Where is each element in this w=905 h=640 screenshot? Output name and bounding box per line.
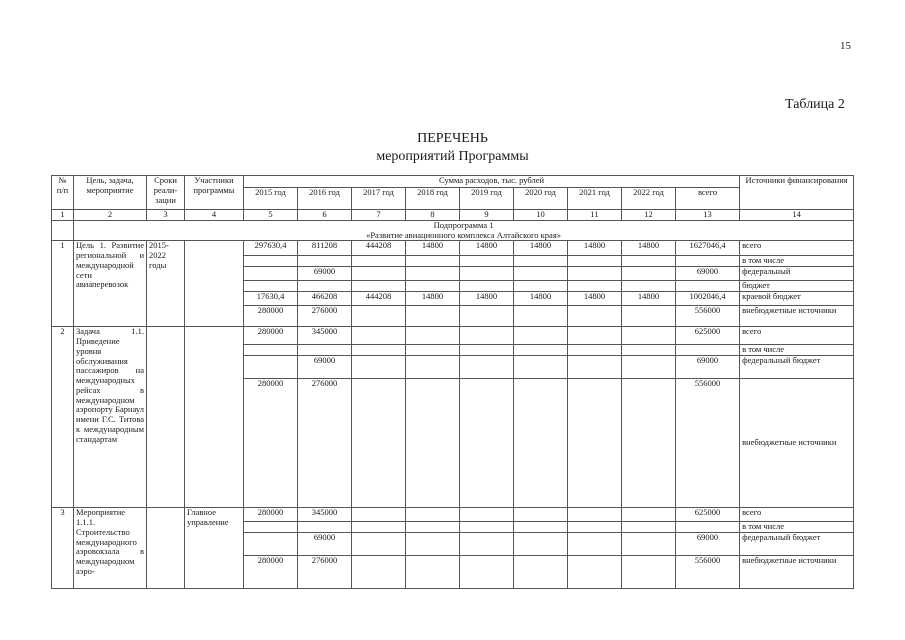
year-value [352,379,406,508]
year-value: 14800 [514,241,568,256]
year-value: 14800 [406,241,460,256]
year-value: 811208 [298,241,352,256]
year-value: 14800 [568,292,622,306]
year-value [622,356,676,379]
column-number: 8 [406,210,460,221]
year-value [514,508,568,522]
year-value [568,356,622,379]
year-value [244,256,298,267]
subprogram-title [74,220,854,241]
header-year: 2018 год [406,188,460,210]
funding-source: всего [740,241,854,256]
year-value [460,508,514,522]
year-value [568,306,622,327]
year-value [514,356,568,379]
year-value: 14800 [514,292,568,306]
year-value [568,508,622,522]
year-value [514,281,568,292]
year-value [352,327,406,345]
column-number: 12 [622,210,676,221]
header-year: 2022 год [622,188,676,210]
year-value [406,267,460,281]
year-value [514,345,568,356]
subprogram-line1: Подпрограмма 1 [433,220,494,230]
year-value [352,281,406,292]
goal-text: Задача 1.1. Приведение уровня обслуживания пассажиров на международных рейсах в международном аэропорту Барнаул имени Г.С. Титова к международным стандартам [74,327,147,508]
year-value [568,522,622,533]
column-number: 3 [147,210,185,221]
total-value: 625000 [676,508,740,522]
year-value [406,306,460,327]
row-number: 2 [52,327,74,508]
funding-source: всего [740,327,854,345]
header-terms: Сроки реали-зации [147,176,185,210]
year-value [298,281,352,292]
goal-text: Цель 1. Развитие региональной и международной сети авиаперевозок [74,241,147,327]
document-subtitle: мероприятий Программы [376,149,529,164]
funding-source: всего [740,508,854,522]
year-value [622,281,676,292]
financing-row [52,327,854,345]
year-value: 280000 [244,379,298,508]
year-value [298,345,352,356]
year-value [568,327,622,345]
year-value [244,281,298,292]
year-value: 14800 [622,292,676,306]
year-value [622,306,676,327]
total-value: 625000 [676,327,740,345]
year-value [244,522,298,533]
total-value: 556000 [676,306,740,327]
year-value [406,522,460,533]
year-value [568,267,622,281]
total-value: 69000 [676,533,740,556]
year-value: 297630,4 [244,241,298,256]
year-value: 466208 [298,292,352,306]
year-value [244,533,298,556]
year-value: 17630,4 [244,292,298,306]
year-value [460,522,514,533]
total-value [676,522,740,533]
year-value: 14800 [406,292,460,306]
year-value [352,267,406,281]
header-row [52,176,854,188]
year-value [352,256,406,267]
total-value: 556000 [676,556,740,589]
year-value [406,508,460,522]
row-number: 3 [52,508,74,589]
year-value [352,556,406,589]
year-value: 276000 [298,379,352,508]
year-value [460,533,514,556]
financing-row [52,241,854,256]
year-value [622,256,676,267]
header-sum: Сумма расходов, тыс. рублей [244,176,740,188]
funding-source: федеральный бюджет [740,533,854,556]
year-value [568,256,622,267]
column-number: 10 [514,210,568,221]
column-number: 4 [185,210,244,221]
year-value [460,556,514,589]
terms-text [147,508,185,589]
year-value [352,356,406,379]
year-value [568,533,622,556]
header-year: 2021 год [568,188,622,210]
column-number: 14 [740,210,854,221]
year-value: 69000 [298,533,352,556]
year-value [298,256,352,267]
year-value: 69000 [298,267,352,281]
page-number: 15 [840,40,851,52]
year-value: 444208 [352,241,406,256]
year-value: 14800 [460,241,514,256]
year-value [244,356,298,379]
column-number: 1 [52,210,74,221]
year-value [622,522,676,533]
goal-text: Мероприятие 1.1.1. Строительство международного аэровокзала в международном аэро- [74,508,147,589]
year-value: 345000 [298,327,352,345]
year-value [406,379,460,508]
activity-blocks [52,241,854,589]
year-value [568,556,622,589]
funding-source: в том числе [740,345,854,356]
year-value [460,306,514,327]
funding-source: в том числе [740,522,854,533]
total-value: 556000 [676,379,740,508]
funding-source: в том числе [740,256,854,267]
header-goal: Цель, задача, мероприятие [74,176,147,210]
year-value [514,327,568,345]
column-number: 6 [298,210,352,221]
column-number: 13 [676,210,740,221]
terms-text [147,327,185,508]
year-value [406,345,460,356]
year-value [352,306,406,327]
year-value [352,345,406,356]
year-value [352,508,406,522]
year-value [622,327,676,345]
year-value [244,267,298,281]
program-activities-table [51,175,854,589]
column-number: 9 [460,210,514,221]
year-value [298,522,352,533]
year-value: 276000 [298,306,352,327]
funding-source: бюджет [740,281,854,292]
subprogram-line2: «Развитие авиационного комплекса Алтайского края» [366,229,561,240]
year-value [514,522,568,533]
table-label: Таблица 2 [785,97,845,112]
year-value [568,345,622,356]
year-value [352,522,406,533]
year-value [406,281,460,292]
year-value [460,327,514,345]
year-value [514,306,568,327]
year-value [406,556,460,589]
total-value [676,281,740,292]
year-value [460,379,514,508]
year-value: 444208 [352,292,406,306]
column-number: 11 [568,210,622,221]
year-value [622,379,676,508]
header-year: 2019 год [460,188,514,210]
header-total: всего [676,188,740,210]
year-value [514,267,568,281]
year-value [622,267,676,281]
participants-text: Главное управление [185,508,244,589]
funding-source: краевой бюджет [740,292,854,306]
year-value [460,345,514,356]
funding-source: федеральный [740,267,854,281]
year-value [460,281,514,292]
year-value [622,508,676,522]
year-value [622,556,676,589]
year-value [460,267,514,281]
year-value [352,533,406,556]
document-title: ПЕРЕЧЕНЬ [417,131,488,146]
column-number: 7 [352,210,406,221]
year-value [514,556,568,589]
year-value [514,379,568,508]
header-num: № п/п [52,176,74,210]
year-value [568,379,622,508]
year-value: 280000 [244,306,298,327]
year-value [406,533,460,556]
header-year: 2015 год [244,188,298,210]
header-year: 2020 год [514,188,568,210]
column-number: 5 [244,210,298,221]
year-value: 14800 [460,292,514,306]
column-number: 2 [74,210,147,221]
empty-cell [52,220,74,241]
header-year: 2017 год [352,188,406,210]
year-value [406,356,460,379]
total-value [676,345,740,356]
year-value: 14800 [568,241,622,256]
year-value: 280000 [244,556,298,589]
year-value [406,327,460,345]
total-value [676,256,740,267]
financing-row [52,508,854,522]
total-value: 69000 [676,356,740,379]
funding-source: внебюджетные источники [740,556,854,589]
row-number: 1 [52,241,74,327]
funding-source: внебюджетные источники [740,306,854,327]
year-value: 280000 [244,327,298,345]
year-value: 69000 [298,356,352,379]
year-value: 276000 [298,556,352,589]
year-value [244,345,298,356]
total-value: 69000 [676,267,740,281]
participants-text [185,327,244,508]
year-value [460,356,514,379]
header-year: 2016 год [298,188,352,210]
year-value [568,281,622,292]
subprogram-row [52,220,854,241]
total-value: 1627046,4 [676,241,740,256]
year-value [622,345,676,356]
year-value [406,256,460,267]
column-numbers-row [52,210,854,221]
year-value [622,533,676,556]
year-value [460,256,514,267]
year-value: 280000 [244,508,298,522]
year-value: 345000 [298,508,352,522]
funding-source: внебюджетные источники [740,379,854,508]
header-participants: Участники программы [185,176,244,210]
total-value: 1002046,4 [676,292,740,306]
year-value [514,256,568,267]
terms-text: 2015-2022 годы [147,241,185,327]
funding-source: федеральный бюджет [740,356,854,379]
participants-text [185,241,244,327]
year-value [514,533,568,556]
year-value: 14800 [622,241,676,256]
header-sources: Источники финансирования [740,176,854,210]
